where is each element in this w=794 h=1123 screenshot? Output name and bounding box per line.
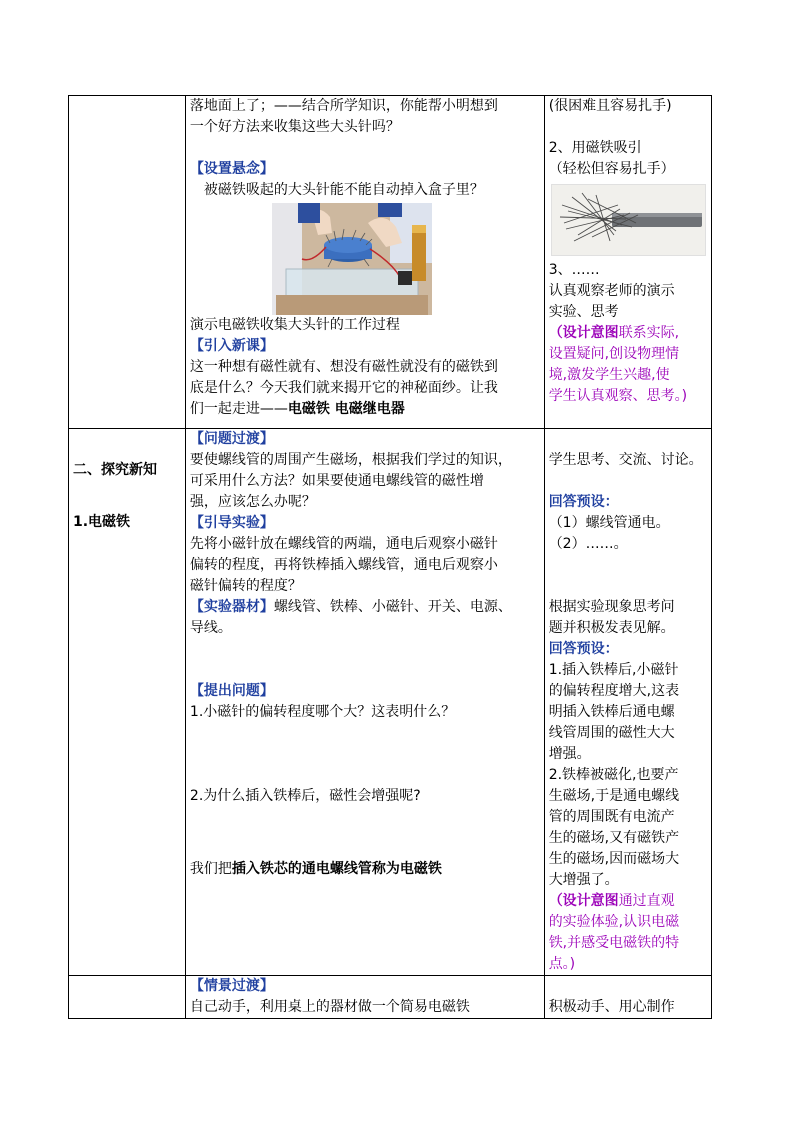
lesson-title: 电磁铁 电磁继电器 (287, 401, 405, 417)
text-line: 管的周围既有电流产 (548, 809, 675, 825)
guide-heading: 【引导实验】 (189, 515, 274, 531)
question-heading: 【提出问题】 (189, 683, 274, 699)
text-line: 导线。 (189, 620, 232, 636)
text-line: 增强。 (548, 746, 591, 762)
table-row (69, 96, 712, 429)
teacher-activity-cell (185, 976, 544, 1019)
text-line: 自己动手，利用桌上的器材做一个简易电磁铁 (189, 999, 470, 1015)
question-item: 2.为什么插入铁棒后，磁性会增强呢? (189, 788, 421, 804)
text-line: 1.插入铁棒后,小磁针 (548, 662, 679, 678)
text-line: 磁针偏转的程度？ (189, 578, 302, 594)
text-line: 底是什么？今天我们就来揭开它的神秘面纱。让我 (189, 380, 498, 396)
magnet-pins-photo (551, 184, 706, 256)
text-line: （轻松但容易扎手） (548, 161, 675, 177)
text-line: 一个好方法来收集这些大头针吗？ (189, 119, 400, 135)
text-line: 题并积极发表见解。 (548, 620, 675, 636)
text-line: 设置疑问,创设物理情 (548, 346, 680, 362)
text-line: 生的磁场,又有磁铁产 (548, 830, 680, 846)
text-line: （1）螺线管通电。 (548, 515, 670, 531)
teacher-activity-cell (185, 96, 544, 429)
text-line: 2.铁棒被磁化,也要产 (548, 767, 679, 783)
text-line: 学生认真观察、思考。) (548, 388, 688, 404)
conclusion-line: 我们把插入铁芯的通电螺线管称为电磁铁 (189, 861, 442, 877)
text-line: 根据实验现象思考问 (548, 599, 675, 615)
text-line: 这一种想有磁性就有、想没有磁性就没有的磁铁到 (189, 359, 498, 375)
table-row (69, 976, 712, 1019)
text-line: 落地面上了；——结合所学知识，你能帮小明想到 (189, 98, 498, 114)
lesson-plan-table (68, 95, 712, 1019)
transition-heading: 【问题过渡】 (189, 431, 274, 447)
text-line: 3、…… (548, 262, 600, 278)
suspense-heading: 【设置悬念】 (189, 161, 274, 177)
text-line: 要使螺线管的周围产生磁场，根据我们学过的知识， (189, 452, 512, 468)
text-line: 境,激发学生兴趣,使 (548, 367, 670, 383)
text-line: 铁,并感受电磁铁的特 (548, 935, 680, 951)
text-line: 点。) (548, 956, 576, 972)
text-line: 生磁场,于是通电螺线 (548, 788, 680, 804)
text-line: 的实验体验,认识电磁 (548, 914, 680, 930)
student-activity-cell (544, 976, 711, 1019)
text-line: 先将小磁针放在螺线管的两端，通电后观察小磁针 (189, 536, 498, 552)
design-intent-block: （设计意图通过直观 (548, 893, 675, 909)
scene-transition-heading: 【情景过渡】 (189, 978, 274, 994)
text-line: 实验、思考 (548, 304, 619, 320)
text-line: 偏转的程度，再将铁棒插入螺线管，通电后观察小 (189, 557, 498, 573)
section-cell-empty (69, 96, 186, 429)
text-line: 生的磁场,因而磁场大 (548, 851, 680, 867)
text-line: 线管周围的磁性大大 (548, 725, 675, 741)
materials-line: 【实验器材】螺线管、铁棒、小磁针、开关、电源、 (189, 599, 512, 615)
text-line: 学生思考、交流、讨论。 (548, 452, 703, 468)
text-line: 积极动手、用心制作 (548, 999, 675, 1015)
section-cell-empty (69, 976, 186, 1019)
electromagnet-demo-photo (272, 203, 432, 315)
answer-preset-heading: 回答预设： (548, 494, 619, 510)
demo-caption: 演示电磁铁收集大头针的工作过程 (189, 317, 400, 333)
student-activity-cell (544, 96, 711, 429)
design-intent-block: （设计意图联系实际, (548, 325, 680, 341)
text-line: 可采用什么方法？如果要使通电螺线管的磁性增 (189, 473, 484, 489)
text-line: （2）……。 (548, 536, 628, 552)
new-lesson-heading: 【引入新课】 (189, 338, 274, 354)
teacher-activity-cell (185, 429, 544, 976)
text-line: 2、用磁铁吸引 (548, 140, 642, 156)
section-title: 二、探究新知 (73, 462, 157, 478)
text-line: 的偏转程度增大,这表 (548, 683, 680, 699)
answer-preset-heading: 回答预设： (548, 641, 619, 657)
text-line: 认真观察老师的演示 (548, 283, 675, 299)
suspense-question: 被磁铁吸起的大头针能不能自动掉入盒子里？ (203, 182, 484, 198)
question-item: 1.小磁针的偏转程度哪个大？这表明什么？ (189, 704, 456, 720)
text-line: 明插入铁棒后通电螺 (548, 704, 675, 720)
subsection-title: 1.电磁铁 (73, 514, 131, 530)
text-line: 们一起走进——电磁铁 电磁继电器 (189, 401, 405, 417)
section-cell (69, 429, 186, 976)
text-line: (很困难且容易扎手) (548, 98, 672, 114)
table-row (69, 429, 712, 976)
student-activity-cell (544, 429, 711, 976)
text-line: 大增强了。 (548, 872, 619, 888)
text-line: 强，应该怎么办呢？ (189, 494, 316, 510)
